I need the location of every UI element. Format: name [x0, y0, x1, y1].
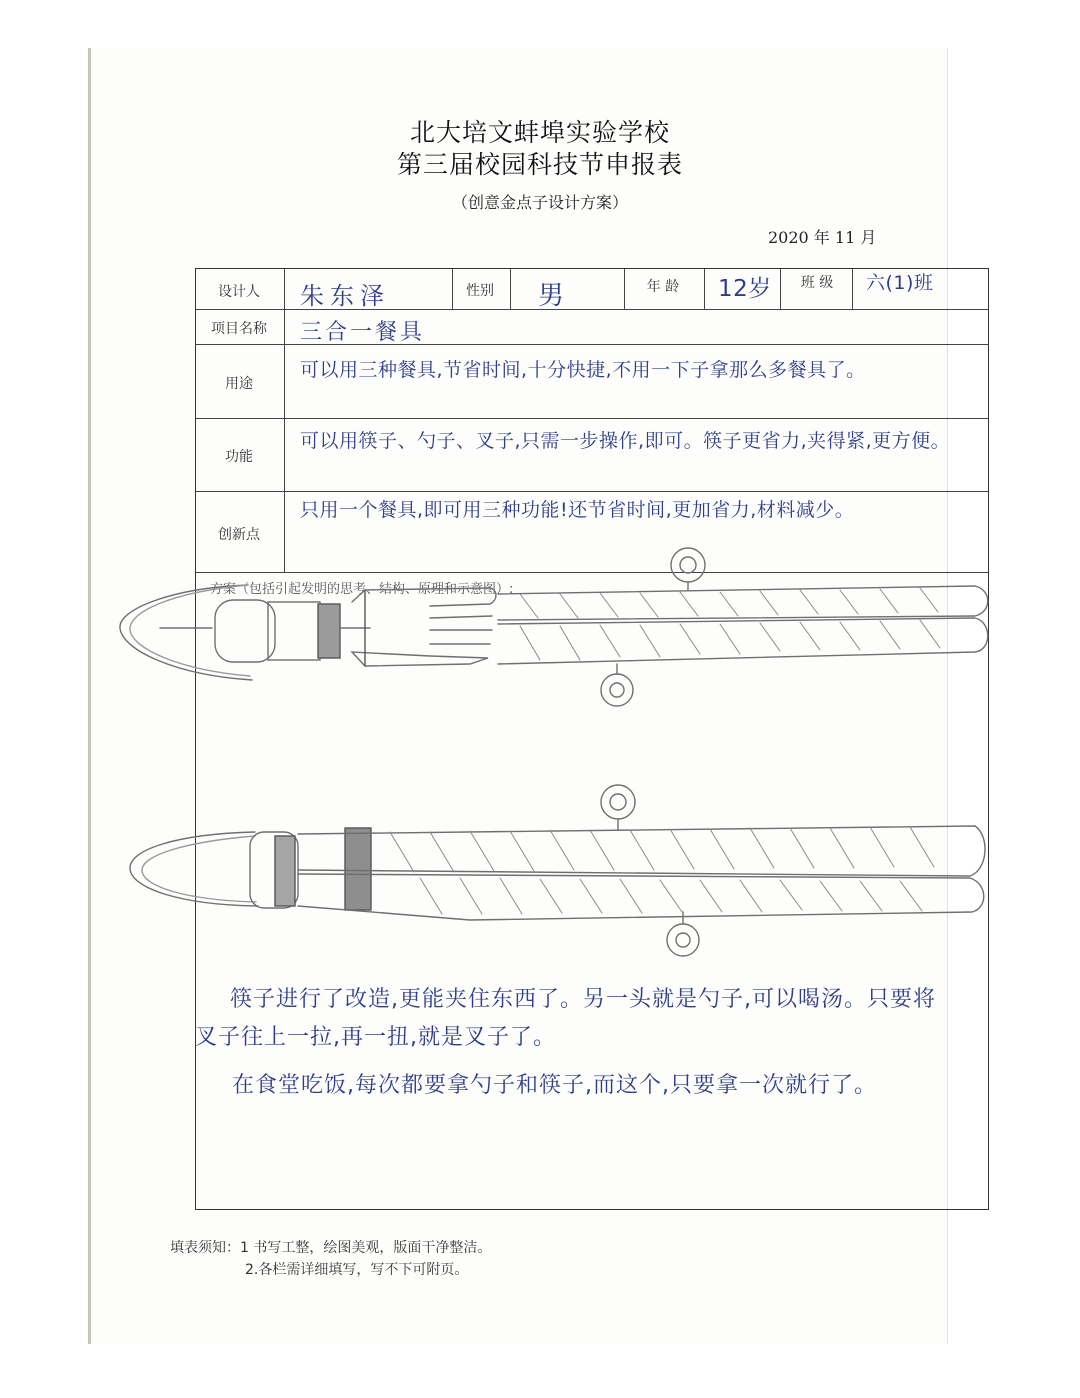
designer-value: 朱东泽 [300, 282, 390, 310]
designer-label: 设计人 [218, 284, 260, 300]
form-subtitle: （创意金点子设计方案） [451, 193, 628, 212]
age-label: 年 龄 [646, 279, 680, 295]
innovation-value: 只用一个餐具,即可用三种功能!还节省时间,更加省力,材料减少。 [300, 499, 855, 521]
description-line-2: 叉子往上一拉,再一扭,就是叉子了。 [195, 1025, 556, 1050]
project-name-value: 三合一餐具 [300, 320, 426, 345]
fork-sketch [352, 588, 496, 666]
gender-value: 男 [538, 281, 565, 311]
description-line-1: 筷子进行了改造,更能夹住东西了。另一头就是勺子,可以喝汤。只要将 [230, 987, 936, 1012]
chopstick-upper-1 [498, 586, 988, 620]
age-value: 12岁 [718, 276, 772, 302]
function-value: 可以用筷子、勺子、叉子,只需一步操作,即可。筷子更省力,夹得紧,更方便。 [300, 430, 951, 452]
class-value: 六(1)班 [866, 272, 934, 294]
collar-sketch-1 [215, 600, 275, 662]
project-name-label: 项目名称 [211, 321, 267, 337]
chopstick-lower-1 [498, 618, 988, 664]
ring-bottom-2 [667, 924, 699, 956]
purpose-value: 可以用三种餐具,节省时间,十分快捷,不用一下子拿那么多餐具了。 [300, 359, 866, 381]
ring-bottom-1 [601, 674, 633, 706]
description-line-3: 在食堂吃饭,每次都要拿勺子和筷子,而这个,只要拿一次就行了。 [232, 1073, 877, 1098]
purpose-label: 用途 [225, 376, 253, 392]
form-date: 2020 年 11 月 [768, 228, 877, 247]
class-label: 班 级 [800, 275, 834, 291]
instructions-line-1: 填表须知：1 书写工整，绘图美观，版面干净整洁。 [170, 1240, 492, 1256]
ring-top-1 [671, 548, 705, 582]
function-label: 功能 [225, 449, 253, 465]
school-title: 北大培文蚌埠实验学校 [409, 118, 670, 147]
innovation-label: 创新点 [218, 527, 260, 543]
form-title: 第三届校园科技节申报表 [396, 150, 683, 179]
spoon-head-sketch-2 [130, 832, 258, 906]
gender-label: 性别 [466, 283, 494, 299]
instructions-line-2: 2.各栏需详细填写，写不下可附页。 [245, 1262, 469, 1278]
plan-label: 方案（包括引起发明的思考、结构、原理和示意图）: [210, 582, 514, 597]
chopstick-lower-2 [298, 874, 984, 920]
ring-top-2 [601, 785, 635, 819]
